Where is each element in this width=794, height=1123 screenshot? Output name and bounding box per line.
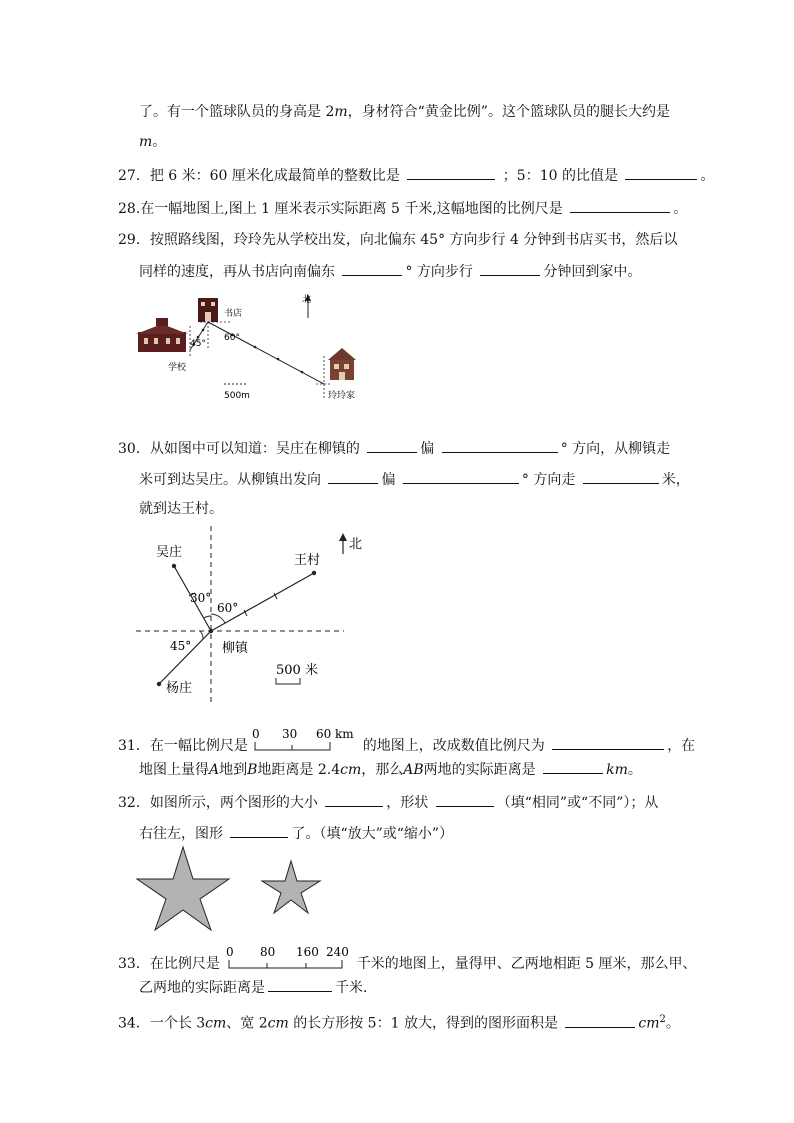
yangzhuang-label: 杨庄 — [166, 681, 193, 696]
wuzhuang-point — [172, 564, 176, 568]
village-map — [134, 526, 374, 702]
q30-blank-2[interactable] — [442, 437, 558, 453]
q33-line2: 乙两地的实际距离是 千米． — [139, 976, 377, 998]
q27-blank-1[interactable] — [407, 164, 495, 180]
q31-blank-1[interactable] — [552, 734, 664, 750]
home-building-icon — [328, 348, 356, 380]
angle-45-label: 45° — [170, 639, 192, 653]
angle-45-label: 45° — [190, 339, 206, 349]
svg-text:240: 240 — [326, 945, 350, 959]
q27: 27．把 6 米：60 厘米化成最简单的整数比是 ；5：10 的比值是 。 — [118, 164, 714, 186]
q26-line2: m。 — [139, 134, 167, 150]
bookstore-label: 书店 — [224, 309, 243, 319]
wangcun-label: 王村 — [294, 553, 321, 568]
q28: 28.在一幅地图上,图上 1 厘米表示实际距离 5 千米,这幅地图的比例尺是 。 — [118, 197, 687, 219]
wangcun-point — [312, 571, 316, 575]
svg-text:km: km — [335, 727, 354, 741]
q34-blank[interactable] — [565, 1012, 635, 1028]
north-label: 北 — [349, 537, 363, 552]
small-star-icon — [262, 861, 320, 913]
svg-text:60: 60 — [316, 727, 332, 741]
q31-line1: 31．在一幅比例尺是 0 30 60 km 的地图上，改成数值比例尺为 ，在 — [118, 727, 696, 754]
q31-blank-2[interactable] — [543, 758, 603, 774]
north-label: 北 — [302, 295, 312, 305]
q34: 34．一个长 3cm、宽 2cm 的长方形按 5：1 放大，得到的图形面积是 $cm^2$。 — [118, 1010, 680, 1034]
q30-blank-4[interactable] — [403, 468, 519, 484]
q30-blank-1[interactable] — [367, 437, 417, 453]
bookstore-building-icon — [198, 298, 218, 322]
q30-line2: 米可到达吴庄。从柳镇出发向 偏 ° 方向走 米， — [139, 468, 690, 490]
scale-label: 500 米 — [276, 663, 318, 678]
q30-line1: 30．从如图中可以知道：吴庄在柳镇的 偏 ° 方向，从柳镇走 — [118, 437, 670, 459]
svg-text:160: 160 — [296, 945, 320, 959]
angle-60-label: 60° — [217, 601, 239, 615]
route-bookstore-home — [208, 322, 324, 384]
q27-blank-2[interactable] — [625, 164, 697, 180]
yangzhuang-point — [157, 682, 161, 686]
q29-blank-minutes[interactable] — [480, 260, 540, 276]
q26-line1: 了。有一个篮球队员的身高是 2m，身材符合“黄金比例”。这个篮球队员的腿长大约是 — [139, 104, 670, 120]
q32-blank-2[interactable] — [436, 791, 494, 807]
route-map — [132, 288, 372, 408]
q28-blank[interactable] — [570, 197, 670, 213]
svg-text:80: 80 — [260, 945, 276, 959]
school-building-icon — [136, 318, 188, 352]
wuzhuang-label: 吴庄 — [156, 545, 183, 560]
home-label: 玲玲家 — [328, 391, 356, 401]
q33-line1: 33．在比例尺是 0 80 160 240 千米的地图上，量得甲、乙两地相距 5 厘米，那么甲、 — [118, 945, 697, 972]
angle-60-label: 60° — [224, 333, 240, 343]
angle-30-label: 30° — [190, 591, 212, 605]
q29-blank-angle[interactable] — [342, 260, 402, 276]
q32-blank-3[interactable] — [230, 822, 288, 838]
q33-blank[interactable] — [268, 976, 332, 992]
svg-text:0: 0 — [252, 727, 260, 741]
q30-blank-5[interactable] — [583, 468, 659, 484]
large-star-icon — [137, 847, 229, 930]
svg-text:30: 30 — [282, 727, 298, 741]
q29-line2: 同样的速度，再从书店向南偏东 ° 方向步行 分钟回到家中。 — [139, 260, 641, 282]
q30-line3: 就到达王村。 — [139, 501, 223, 517]
liuzhen-point — [209, 629, 213, 633]
liuzhen-label: 柳镇 — [222, 641, 249, 656]
q29-line1: 29．按照路线图，玲玲先从学校出发，向北偏东 45° 方向步行 4 分钟到书店买书，然后以 — [118, 232, 678, 248]
line-scale-km — [252, 726, 358, 756]
q31-line2: 地图上量得A地到B地距离是 2.4cm，那么AB两地的实际距离是 km。 — [139, 758, 642, 780]
svg-text:0: 0 — [226, 945, 234, 959]
stars-figure — [134, 842, 334, 932]
line-scale-240 — [224, 944, 352, 974]
q30-blank-3[interactable] — [328, 468, 378, 484]
q32-blank-1[interactable] — [325, 791, 383, 807]
map-scale-bar — [276, 678, 300, 684]
school-label: 学校 — [168, 363, 187, 373]
q32-line2: 右往左，图形 了。（填“放大”或“缩小”） — [139, 822, 453, 844]
q32-line1: 32．如图所示，两个图形的大小 ，形状 （填“相同”或“不同”）；从 — [118, 791, 658, 813]
scale-label: 500m — [224, 391, 250, 401]
